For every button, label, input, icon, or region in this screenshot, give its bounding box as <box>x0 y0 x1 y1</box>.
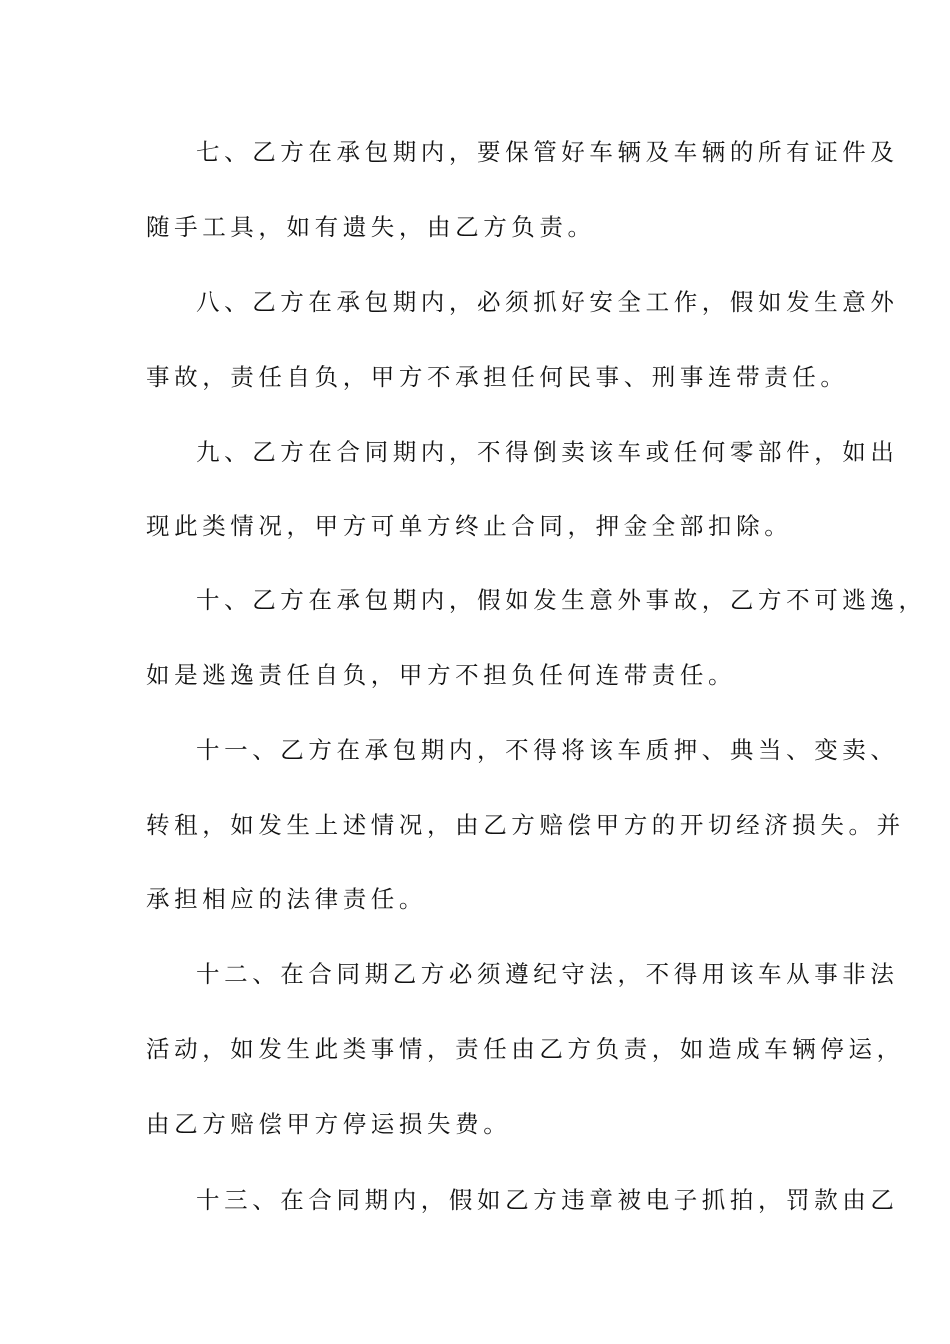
clause-10-line-2: 如是逃逸责任自负，甲方不担负任何连带责任。 <box>146 661 737 689</box>
clause-11-line-1: 十一、乙方在承包期内，不得将该车质押、典当、变卖、 <box>196 736 899 764</box>
clause-11-line-3: 承担相应的法律责任。 <box>146 885 427 913</box>
clause-12-line-3: 由乙方赔偿甲方停运损失费。 <box>146 1110 512 1138</box>
clause-9-line-1: 九、乙方在合同期内，不得倒卖该车或任何零部件，如出 <box>196 438 899 466</box>
clause-9-line-2: 现此类情况，甲方可单方终止合同，押金全部扣除。 <box>146 512 793 540</box>
clause-7-line-2: 随手工具，如有遗失，由乙方负责。 <box>146 213 596 241</box>
clause-8-line-1: 八、乙方在承包期内，必须抓好安全工作，假如发生意外 <box>196 288 899 316</box>
clause-8-line-2: 事故，责任自负，甲方不承担任何民事、刑事连带责任。 <box>146 363 849 391</box>
clause-10-line-1: 十、乙方在承包期内，假如发生意外事故，乙方不可逃逸， <box>196 586 927 614</box>
clause-11-line-2: 转租，如发生上述情况，由乙方赔偿甲方的开切经济损失。并 <box>146 811 905 839</box>
clause-12-line-2: 活动，如发生此类事情，责任由乙方负责，如造成车辆停运， <box>146 1035 905 1063</box>
clause-13-line-1: 十三、在合同期内，假如乙方违章被电子抓拍，罚款由乙 <box>196 1186 899 1214</box>
clause-7-line-1: 七、乙方在承包期内，要保管好车辆及车辆的所有证件及 <box>196 138 899 166</box>
clause-12-line-1: 十二、在合同期乙方必须遵纪守法，不得用该车从事非法 <box>196 960 899 988</box>
